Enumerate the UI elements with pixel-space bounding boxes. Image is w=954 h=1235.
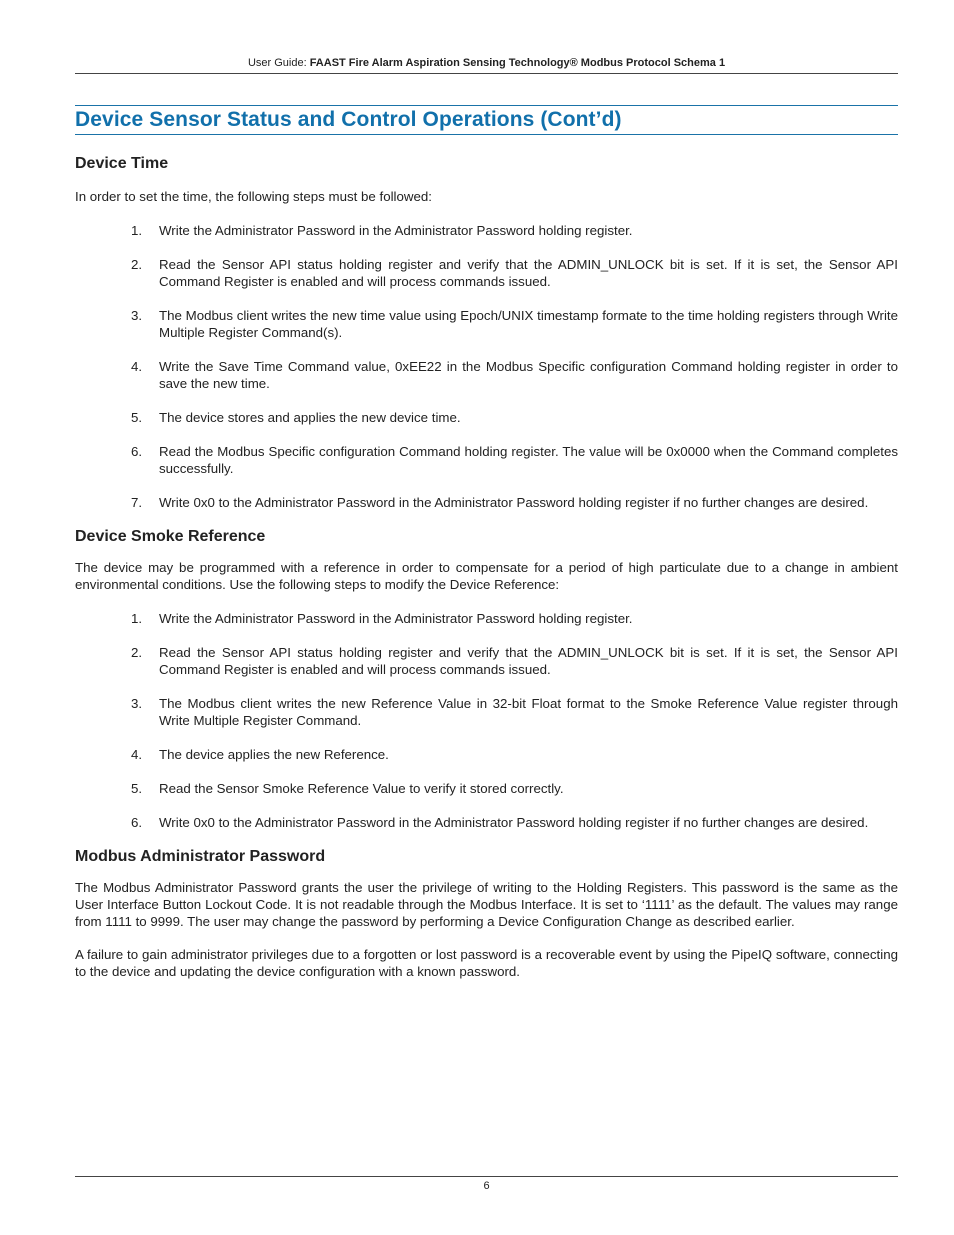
step-text: Write 0x0 to the Administrator Password in the Administrator Password holding register if no further changes are desired.	[159, 495, 869, 510]
page-number: 6	[483, 1180, 490, 1192]
step-text: Write 0x0 to the Administrator Password in the Administrator Password holding register if no further changes are desired.	[159, 815, 869, 830]
list-item	[75, 307, 898, 341]
list-item	[75, 443, 898, 477]
step-number: 1.	[131, 611, 143, 626]
header-divider	[75, 73, 898, 74]
list-item	[75, 610, 898, 627]
step-number: 6.	[131, 815, 143, 830]
smoke-reference-intro: The device may be programmed with a reference in order to compensate for a period of high particulate due to a change in ambient environmental conditions. Use the following steps to modify the Device Reference:	[75, 560, 898, 592]
list-item	[75, 780, 898, 797]
step-number: 4.	[131, 747, 143, 762]
step-number: 2.	[131, 257, 143, 272]
list-item	[75, 358, 898, 392]
smoke-reference-heading: Device Smoke Reference	[75, 528, 266, 545]
list-item	[75, 695, 898, 729]
step-text: Read the Sensor API status holding register and verify that the ADMIN_UNLOCK bit is set. If it is set, the Sensor API Command Register is enabled and will process commands issued.	[159, 257, 898, 289]
step-number: 5.	[131, 410, 143, 425]
list-item	[75, 222, 898, 239]
step-number: 5.	[131, 781, 143, 796]
section-title-box	[75, 105, 898, 135]
admin-password-paragraph-2: A failure to gain administrator privileges due to a forgotten or lost password is a recoverable event by using the PipeIQ software, connecting to the device and updating the device configuration with a known password.	[75, 947, 898, 979]
step-text: Write the Administrator Password in the Administrator Password holding register.	[159, 611, 633, 626]
admin-password-heading: Modbus Administrator Password	[75, 848, 326, 865]
step-text: Read the Sensor Smoke Reference Value to verify it stored correctly.	[159, 781, 564, 796]
device-time-steps	[75, 222, 898, 511]
footer-divider	[75, 1176, 898, 1177]
device-time-intro: In order to set the time, the following steps must be followed:	[75, 189, 432, 204]
list-item	[75, 409, 898, 426]
header-prefix: User Guide:	[247, 57, 310, 69]
list-item	[75, 814, 898, 831]
step-text: Write the Save Time Command value, 0xEE22 in the Modbus Specific configuration Command holding register in order to save the new time.	[159, 359, 898, 391]
step-number: 6.	[131, 444, 143, 459]
step-text: Write the Administrator Password in the Administrator Password holding register.	[159, 223, 633, 238]
admin-password-paragraph-1: The Modbus Administrator Password grants the user the privilege of writing to the Holding Registers. This password is the same as the User Interface Button Lockout Code. It is not readable through the Modbus Interface. It is set to ‘1111’ as the default. The values may range from 1111 to 9999. The user may change the password by performing a Device Configuration Change as described earlier.	[75, 880, 898, 929]
step-number: 3.	[131, 696, 143, 711]
step-text: The device applies the new Reference.	[159, 747, 389, 762]
step-text: Read the Modbus Specific configuration Command holding register. The value will be 0x0000 when the Command completes successfully.	[159, 444, 898, 476]
list-item	[75, 644, 898, 678]
step-text: Read the Sensor API status holding register and verify that the ADMIN_UNLOCK bit is set. If it is set, the Sensor API Command Register is enabled and will process commands issued.	[159, 645, 898, 677]
list-item	[75, 494, 898, 511]
step-number: 4.	[131, 359, 143, 374]
device-time-heading: Device Time	[75, 155, 169, 172]
step-text: The device stores and applies the new device time.	[159, 410, 461, 425]
step-text: The Modbus client writes the new time value using Epoch/UNIX timestamp formate to the time holding registers through Write Multiple Register Command(s).	[159, 308, 898, 340]
section-title: Device Sensor Status and Control Operations (Cont’d)	[75, 108, 622, 131]
step-number: 1.	[131, 223, 143, 238]
step-number: 2.	[131, 645, 143, 660]
smoke-reference-steps	[75, 610, 898, 831]
main-content	[75, 154, 898, 980]
page-header	[75, 57, 898, 69]
step-number: 7.	[131, 495, 143, 510]
step-number: 3.	[131, 308, 143, 323]
list-item	[75, 746, 898, 763]
step-text: The Modbus client writes the new Reference Value in 32-bit Float format to the Smoke Reference Value register through Write Multiple Register Command.	[159, 696, 898, 728]
list-item	[75, 256, 898, 290]
header-title: FAAST Fire Alarm Aspiration Sensing Technology® Modbus Protocol Schema 1	[309, 57, 726, 69]
